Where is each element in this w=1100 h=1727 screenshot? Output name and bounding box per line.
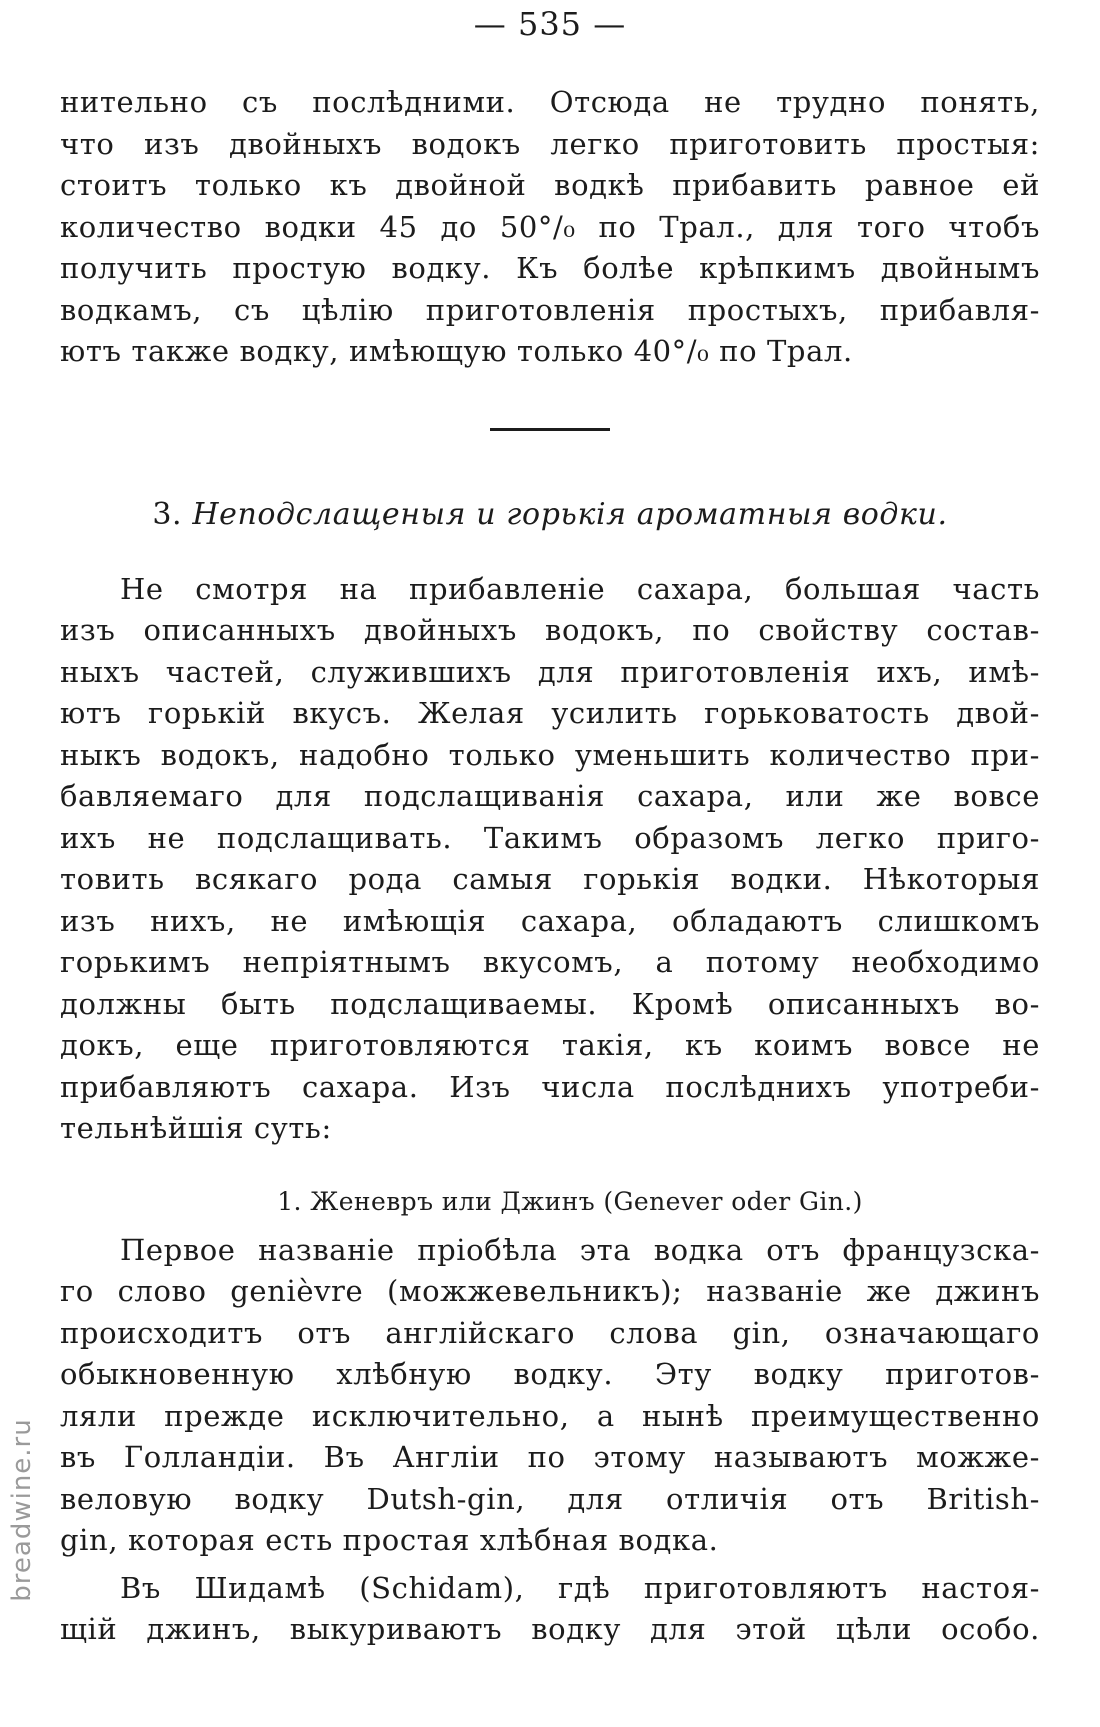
section-title: Неподслащеныя и горькія ароматныя водки. <box>192 496 948 532</box>
section-divider <box>490 428 610 431</box>
text-line: получить простую водку. Къ болѣе крѣпкимъ двойнымъ <box>60 251 1040 285</box>
paragraph-continuation <box>60 82 1040 373</box>
text-line: Первое названіе пріобѣла эта водка отъ французска- <box>120 1232 1040 1267</box>
text-line: ныкъ водокъ, надобно только уменьшить количество при- <box>60 737 1040 772</box>
text-line: происходитъ отъ англійскаго слова gin, означающаго <box>60 1315 1040 1350</box>
text-line: прибавляютъ сахара. Изъ числа послѣднихъ употреби- <box>60 1069 1040 1104</box>
text-line: бавляемаго для подслащиванія сахара, или же вовсе <box>60 779 1040 813</box>
section-number: 3. <box>152 496 183 532</box>
text-line: стоитъ только къ двойной водкѣ прибавить равное ей <box>60 168 1040 202</box>
paragraph-schidam <box>60 1568 1040 1651</box>
text-line: изъ описанныхъ двойныхъ водокъ, по свойству состав- <box>60 613 1040 647</box>
section-heading <box>60 495 1040 535</box>
text-line: ютъ горькій вкусъ. Желая усилить горьковатость двой- <box>60 696 1040 730</box>
text-line: должны быть подслащиваемы. Кромѣ описанныхъ во- <box>60 986 1040 1021</box>
text-line: докъ, еще приготовляются такія, къ коимъ вовсе не <box>60 1028 1040 1062</box>
text-line: что изъ двойныхъ водокъ легко приготовить простыя: <box>60 126 1040 161</box>
paragraph-genever <box>60 1230 1040 1562</box>
text-line: щій джинъ, выкуриваютъ водку для этой цѣли особо. <box>60 1612 1040 1646</box>
watermark-text: breadwine.ru <box>7 1418 37 1602</box>
text-line: товить всякаго рода самыя горькія водки. Нѣкоторыя <box>60 862 1040 896</box>
text-line: го слово genièvre (можжевельникъ); названіе же джинъ <box>60 1274 1040 1308</box>
text-line: тельнѣйшія суть: <box>60 1111 332 1145</box>
text-line: ляли прежде исключительно, а нынѣ преимущественно <box>60 1398 1040 1433</box>
text-line: Не смотря на прибавленіе сахара, большая часть <box>120 571 1040 606</box>
text-line: изъ нихъ, не имѣющія сахара, обладаютъ слишкомъ <box>60 903 1040 938</box>
subsection-heading: 1. Женевръ или Джинъ (Genever oder Gin.) <box>277 1186 863 1216</box>
text-line: горькимъ непріятнымъ вкусомъ, а потому необходимо <box>60 945 1040 979</box>
text-line: нительно съ послѣдними. Отсюда не трудно понять, <box>60 85 1040 119</box>
text-line: Въ Шидамѣ (Schidam), гдѣ приготовляютъ настоя- <box>120 1570 1040 1605</box>
text-line: ныхъ частей, служившихъ для приготовленія ихъ, имѣ- <box>60 654 1040 689</box>
text-line: обыкновенную хлѣбную водку. Эту водку приготов- <box>60 1357 1040 1391</box>
text-line: количество водки 45 до 50°/₀ по Трал., для того чтобъ <box>60 209 1040 244</box>
paragraph-bitter-vodkas <box>60 569 1040 1150</box>
page-number: — 535 — <box>473 5 627 43</box>
text-line: ютъ также водку, имѣющую только 40°/₀ по Трал. <box>60 334 853 368</box>
text-line: ихъ не подслащивать. Такимъ образомъ легко приго- <box>60 820 1040 855</box>
text-line: gin, которая есть простая хлѣбная водка. <box>60 1523 719 1557</box>
book-page <box>60 0 1040 1651</box>
text-line: водкамъ, съ цѣлію приготовленія простыхъ, прибавля- <box>60 292 1040 327</box>
text-line: веловую водку Dutsh-gin, для отличія отъ British- <box>60 1481 1040 1516</box>
watermark <box>2 1320 42 1700</box>
text-line: въ Голландіи. Въ Англіи по этому называютъ можже- <box>60 1440 1040 1474</box>
